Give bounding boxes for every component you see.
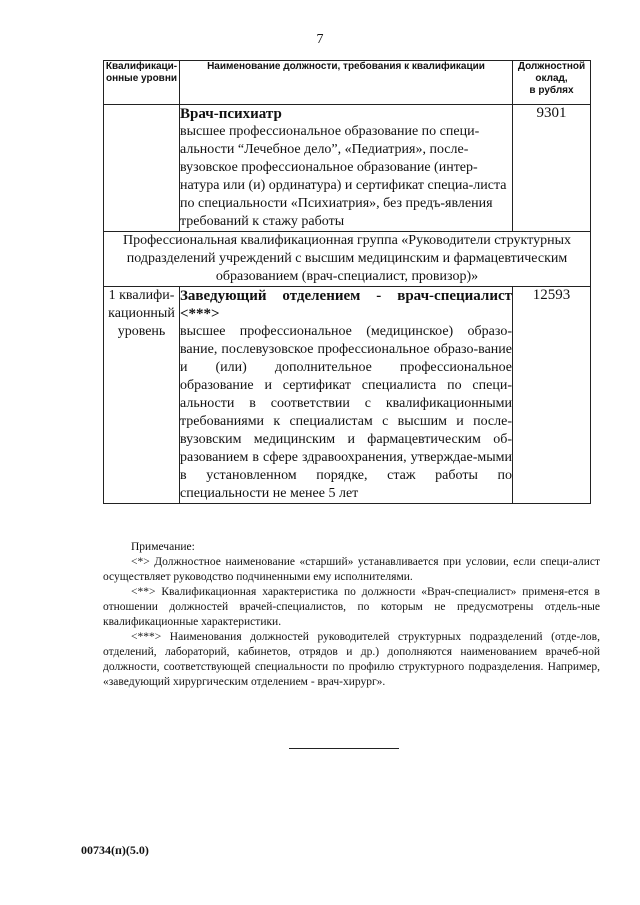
table-row (104, 287, 591, 504)
notes-section (103, 540, 600, 690)
position-title: Заведующий отделением - врач-специалист <***> (180, 288, 512, 322)
table-header-row (104, 61, 591, 105)
table-row (104, 105, 591, 232)
position-title: Врач-психиатр (180, 106, 282, 122)
salary-cell: 9301 (513, 105, 591, 232)
header-salary: Должностной оклад, в рублях (513, 61, 591, 105)
level-cell: 1 квалифи- кационный уровень (104, 287, 180, 504)
note-item: <***> Наименования должностей руководителей структурных подразделений (отде-лов, отделений, лабораторий, кабинетов, отрядов и др.) дополняются наименованием врачеб-ной должности, соответствующей специальности по профилю структурного подразделения. Например, «заведующий хирургическим отделением - врач-хирург». (103, 631, 600, 688)
level-cell (104, 105, 180, 232)
page-number: 7 (316, 32, 324, 47)
salary-cell: 12593 (513, 287, 591, 504)
notes-header: Примечание: (131, 541, 195, 553)
position-requirements: высшее профессиональное (медицинское) образо-вание, послевузовское профессиональное образо-вание и (или) дополнительное профессиональное образование и сертификат специалиста по специ-альности в соответствии с квалификационными требованиями к специалистам с высшим и после-вузовским медицинским и фармацевтическим об-разованием в сфере здравоохранения, утверждае-мыми в установленном порядке, стаж работы по специальности не менее 5 лет (180, 324, 512, 501)
note-item: <*> Должностное наименование «старший» устанавливается при условии, если специ-алист осуществляет руководство подчиненными ему исполнителями. (103, 556, 600, 583)
group-row (104, 232, 591, 287)
header-qualification-levels: Квалификаци- онные уровни (104, 61, 180, 105)
qualification-group-title: Профессиональная квалификационная группа «Руководители структурных подразделений учреждений с высшим медицинским и фармацевтическим образованием (врач-специалист, провизор)» (104, 232, 591, 287)
separator-line (289, 748, 399, 749)
position-requirements: высшее профессиональное образование по специ-альности “Лечебное дело”, «Педиатрия», после-вузовское профессиональное образование (интер-натура или (и) ординатура) и сертификат специа-листа по специальности «Психиатрия», без предъ-явления требований к стажу работы (180, 124, 507, 229)
qualification-table (103, 60, 591, 504)
position-cell (180, 105, 513, 232)
position-cell (180, 287, 513, 504)
document-code: 00734(п)(5.0) (81, 843, 149, 857)
header-position-requirements: Наименование должности, требования к квалификации (180, 61, 513, 105)
note-item: <**> Квалификационная характеристика по должности «Врач-специалист» применя-ется в отношении должностей врачей-специалистов, по которым не предусмотрены отдель-ные квалификационные характеристики. (103, 586, 600, 628)
